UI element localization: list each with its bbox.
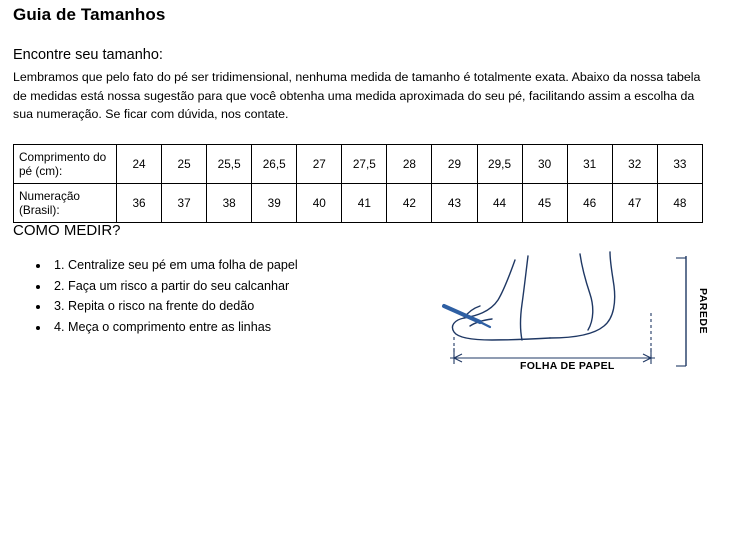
wall-label: PAREDE [697,288,709,334]
cell-size-8: 44 [477,184,522,223]
cell-size-5: 41 [342,184,387,223]
paper-label: FOLHA DE PAPEL [520,360,615,372]
cell-size-12: 48 [657,184,702,223]
cell-length-7: 29 [432,145,477,184]
list-item: • 3. Repita o risco na frente do dedão [50,296,298,317]
cell-size-6: 42 [387,184,432,223]
table-row [14,145,703,184]
cell-size-11: 47 [612,184,657,223]
cell-size-4: 40 [297,184,342,223]
cell-length-4: 27 [297,145,342,184]
cell-length-3: 26,5 [252,145,297,184]
cell-length-9: 30 [522,145,567,184]
size-table [13,144,703,223]
intro-paragraph: Lembramos que pelo fato do pé ser tridimensional, nenhuma medida de tamanho é totalmente exata. Abaixo da nossa tabela de medidas está nossa sugestão para que você obtenha uma medida aproximada do seu pé, facilitando assim a escolha da sua numeração. Se ficar com dúvida, nos contate. [13,70,701,122]
row-label-brazil-size: Numeração (Brasil): [14,184,117,223]
cell-size-3: 39 [252,184,297,223]
cell-length-1: 25 [162,145,207,184]
cell-length-6: 28 [387,145,432,184]
cell-length-12: 33 [657,145,702,184]
cell-length-0: 24 [117,145,162,184]
cell-size-10: 46 [567,184,612,223]
table-row [14,184,703,223]
how-to-measure-heading: COMO MEDIR? [13,222,121,239]
cell-size-2: 38 [207,184,252,223]
cell-size-7: 43 [432,184,477,223]
cell-length-2: 25,5 [207,145,252,184]
row-label-foot-length: Comprimento do pé (cm): [14,145,117,184]
cell-length-5: 27,5 [342,145,387,184]
section-subtitle: Encontre seu tamanho: [13,47,163,63]
cell-length-10: 31 [567,145,612,184]
list-item: • 1. Centralize seu pé em uma folha de papel [50,255,298,276]
cell-length-8: 29,5 [477,145,522,184]
cell-size-1: 37 [162,184,207,223]
list-item: • 2. Faça um risco a partir do seu calcanhar [50,276,298,297]
cell-size-0: 36 [117,184,162,223]
list-item: • 4. Meça o comprimento entre as linhas [50,317,298,338]
measure-steps-list [22,255,298,337]
page-title: Guia de Tamanhos [13,5,166,24]
cell-length-11: 32 [612,145,657,184]
cell-size-9: 45 [522,184,567,223]
